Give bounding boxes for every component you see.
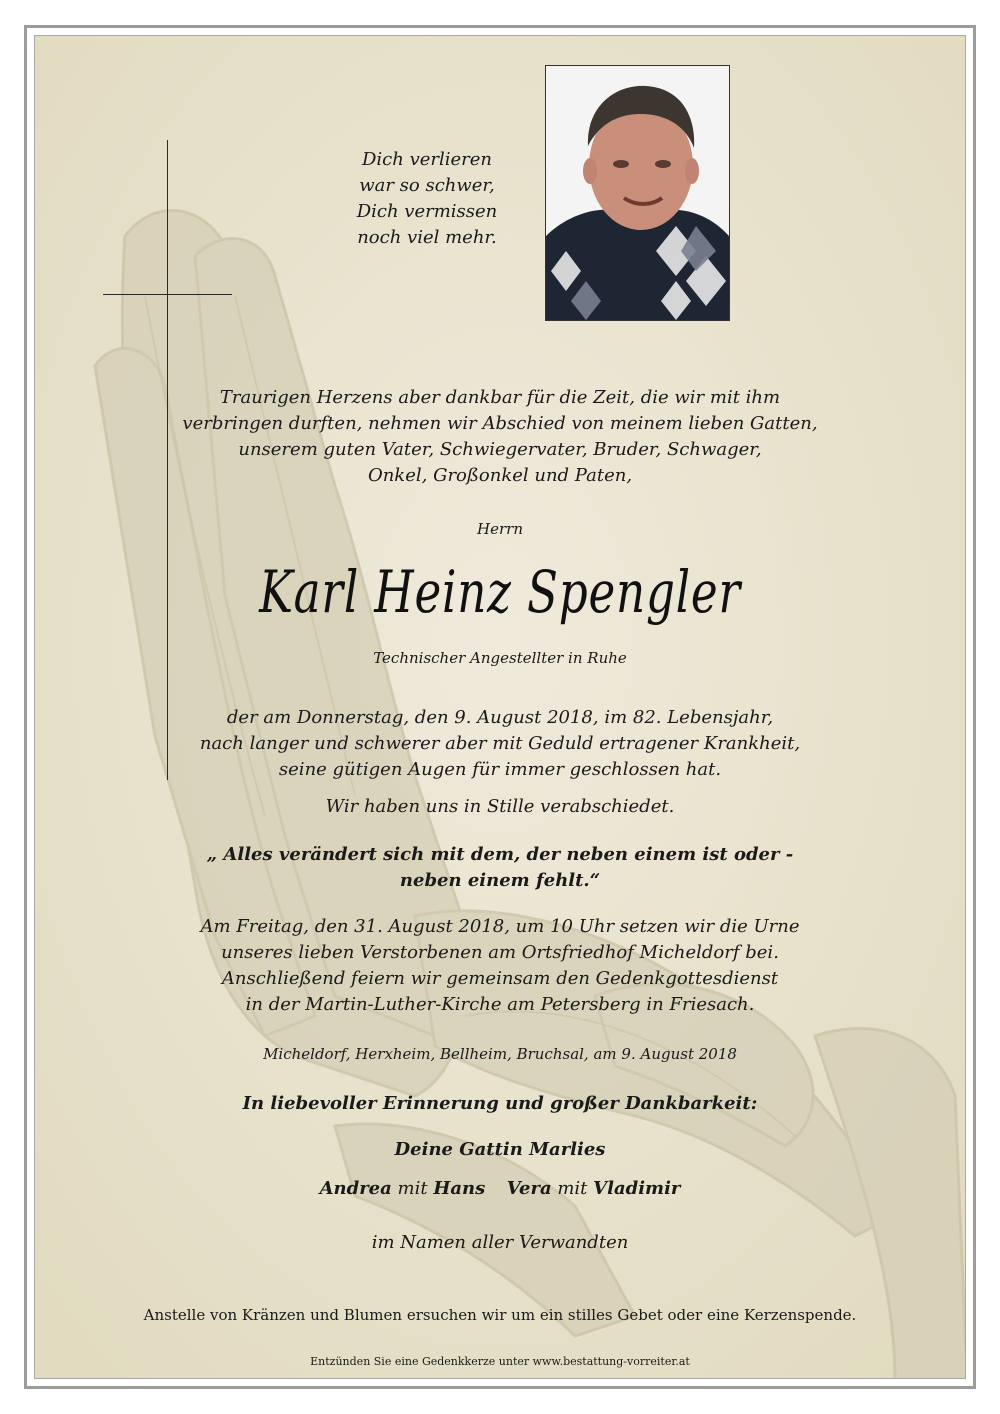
cross-horizontal-line (103, 294, 232, 295)
poem-line: Dich verlieren (361, 149, 493, 170)
poem-line: Dich vermissen (356, 201, 498, 222)
intro-paragraph (0, 385, 1000, 489)
quote-line: neben einem fehlt.“ (399, 870, 601, 891)
partner-name: Hans (433, 1178, 486, 1199)
donation-note: Anstelle von Kränzen und Blumen ersuchen wir um ein stilles Gebet oder eine Kerzenspende. (143, 1306, 857, 1324)
candle-note: Entzünden Sie eine Gedenkkerze unter www.bestattung-vorreiter.at (310, 1355, 690, 1368)
connector-word: mit (557, 1178, 588, 1199)
spouse-line: Deine Gattin Marlies (394, 1139, 606, 1160)
death-notice-line: seine gütigen Augen für immer geschlossen hat. (278, 759, 722, 780)
funeral-paragraph (0, 914, 1000, 1018)
poem-line: war so schwer, (359, 175, 495, 196)
death-notice-line: nach langer und schwerer aber mit Geduld ertragener Krankheit, (199, 733, 801, 754)
portrait-image (546, 66, 729, 320)
intro-line: Traurigen Herzens aber dankbar für die Zeit, die wir mit ihm (219, 387, 781, 408)
relatives-line: im Namen aller Verwandten (371, 1232, 629, 1253)
connector-word: mit (397, 1178, 428, 1199)
remembrance-line: In liebevoller Erinnerung und großer Dankbarkeit: (242, 1093, 758, 1114)
portrait-photo (545, 65, 730, 321)
funeral-line: unseres lieben Verstorbenen am Ortsfriedhof Micheldorf bei. (221, 942, 779, 963)
intro-line: unserem guten Vater, Schwiegervater, Bruder, Schwager, (238, 439, 762, 460)
funeral-line: Am Freitag, den 31. August 2018, um 10 Uhr setzen wir die Urne (200, 916, 800, 937)
salutation: Herrn (477, 520, 523, 538)
quote (0, 842, 1000, 894)
deceased-name: Karl Heinz Spengler (259, 558, 741, 626)
memorial-poem (327, 147, 527, 251)
child-name: Vera (506, 1178, 552, 1199)
place-date: Micheldorf, Herxheim, Bellheim, Bruchsal, am 9. August 2018 (263, 1045, 737, 1063)
intro-line: Onkel, Großonkel und Paten, (367, 465, 633, 486)
child-name: Andrea (319, 1178, 392, 1199)
farewell-line: Wir haben uns in Stille verabschiedet. (325, 796, 675, 817)
occupation: Technischer Angestellter in Ruhe (373, 649, 627, 667)
children-line (0, 1176, 1000, 1202)
intro-line: verbringen durften, nehmen wir Abschied von meinem lieben Gatten, (182, 413, 818, 434)
death-notice-line: der am Donnerstag, den 9. August 2018, im 82. Lebensjahr, (226, 707, 774, 728)
death-notice (0, 705, 1000, 783)
poem-line: noch viel mehr. (357, 227, 497, 248)
partner-name: Vladimir (593, 1178, 681, 1199)
funeral-line: Anschließend feiern wir gemeinsam den Gedenkgottesdienst (221, 968, 779, 989)
funeral-line: in der Martin-Luther-Kirche am Petersberg in Friesach. (245, 994, 755, 1015)
quote-line: „ Alles verändert sich mit dem, der neben einem ist oder - (206, 844, 794, 865)
